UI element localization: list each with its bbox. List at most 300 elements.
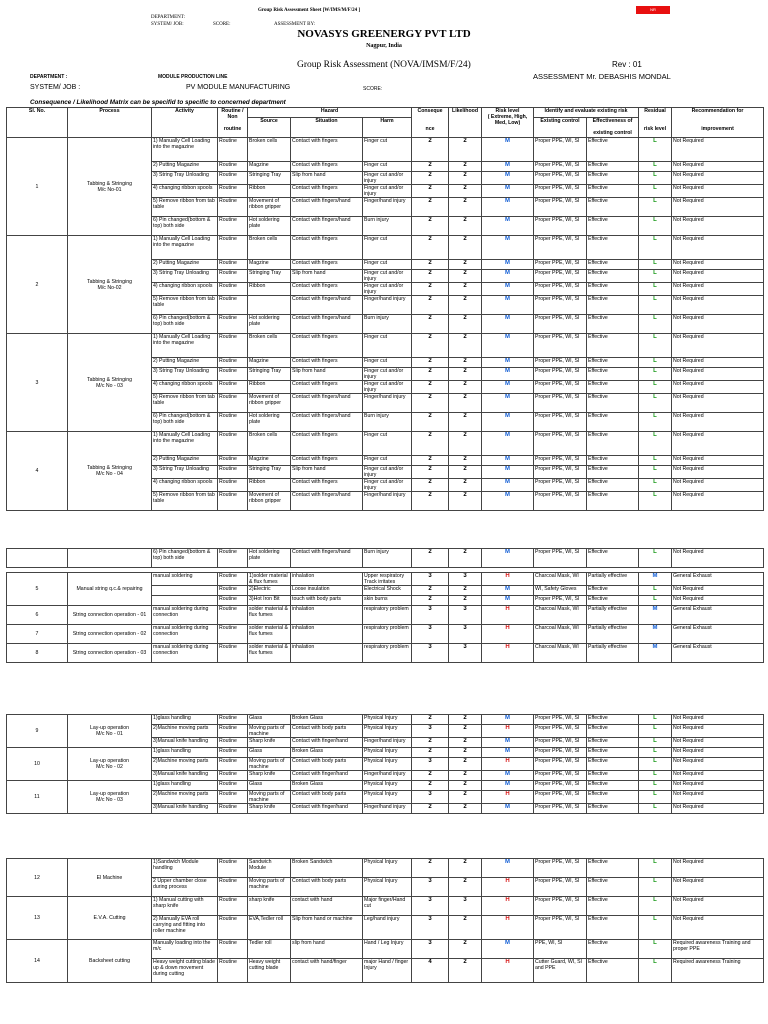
source: Magzine xyxy=(248,260,291,270)
risk-level: M xyxy=(482,859,534,878)
existing-control: Proper PPE, WI, SI xyxy=(534,198,587,217)
recommendation: Not Required xyxy=(672,549,764,568)
likelihood: 2 xyxy=(449,394,482,413)
routine: Routine xyxy=(218,916,248,940)
risk-level: M xyxy=(482,479,534,492)
routine: Routine xyxy=(218,791,248,804)
situation: Contact with fingers/hand xyxy=(291,394,363,413)
sl-no: 1 xyxy=(7,138,68,236)
harm: Physical Injury xyxy=(363,859,412,878)
existing-control: Proper PPE, WI, SI xyxy=(534,456,587,466)
effectiveness: Effective xyxy=(587,172,639,185)
activity: 1)Sandwich Module handling xyxy=(152,859,218,878)
routine: Routine xyxy=(218,381,248,394)
effectiveness: Effective xyxy=(587,217,639,236)
harm: Finger cut xyxy=(363,162,412,172)
source: Glass xyxy=(248,748,291,758)
harm: Finger cut and/or injury xyxy=(363,270,412,283)
routine: Routine xyxy=(218,596,248,606)
harm: skin burns xyxy=(363,596,412,606)
effectiveness: Effective xyxy=(587,748,639,758)
recommendation: Not Required xyxy=(672,296,764,315)
table-row xyxy=(7,138,764,162)
situation: Slip from hand xyxy=(291,172,363,185)
process: Tabbing & Stringing M/c No - 04 xyxy=(68,432,152,511)
source: Hot soldering plate xyxy=(248,217,291,236)
matrix-note: Consequence / Likelihood Matrix can be specifid to specific to concerned department xyxy=(30,99,286,106)
likelihood: 2 xyxy=(449,198,482,217)
routine: Routine xyxy=(218,296,248,315)
routine: Routine xyxy=(218,725,248,738)
risk-level: H xyxy=(482,959,534,983)
situation: inhalation xyxy=(291,644,363,663)
routine: Routine xyxy=(218,479,248,492)
activity xyxy=(152,586,218,596)
recommendation: Not Required xyxy=(672,456,764,466)
residual: L xyxy=(639,236,672,260)
recommendation: Not Required xyxy=(672,596,764,606)
effectiveness: Effective xyxy=(587,586,639,596)
recommendation: Not Required xyxy=(672,260,764,270)
source: Hot soldering plate xyxy=(248,549,291,568)
table-row xyxy=(7,606,764,625)
recommendation: General Exhaust xyxy=(672,606,764,625)
recommendation: Not Required xyxy=(672,804,764,814)
score-row-label: SCORE: xyxy=(363,86,383,92)
col-effectiveness: Effectiveness of existing control xyxy=(587,118,639,138)
recommendation: Not Required xyxy=(672,466,764,479)
assessor: ASSESSMENT Mr. DEBASHIS MONDAL xyxy=(533,72,671,81)
activity: 6) Pin changed(bottom & top) both side xyxy=(152,549,218,568)
harm: Finger/hand injury xyxy=(363,296,412,315)
routine: Routine xyxy=(218,715,248,725)
risk-level: H xyxy=(482,725,534,738)
sl-no: 5 xyxy=(7,573,68,606)
existing-control: Proper PPE, WI, SI xyxy=(534,549,587,568)
harm: Finger/hand injury xyxy=(363,198,412,217)
risk-level: M xyxy=(482,217,534,236)
activity: 2) Putting Magazine xyxy=(152,358,218,368)
process: El Machine xyxy=(68,859,152,897)
effectiveness: Effective xyxy=(587,466,639,479)
existing-control: Proper PPE, WI, SI xyxy=(534,492,587,511)
consequence: 3 xyxy=(412,878,449,897)
risk-level: M xyxy=(482,549,534,568)
process: Lay-up operation M/c No - 01 xyxy=(68,715,152,748)
activity: 1)glass handling xyxy=(152,781,218,791)
effectiveness: Effective xyxy=(587,315,639,334)
system-job-row-label: SYSTEM/ JOB : xyxy=(30,84,81,91)
likelihood: 2 xyxy=(449,432,482,456)
residual: L xyxy=(639,138,672,162)
system-job-label: SYSTEM/ JOB: xyxy=(151,22,184,27)
residual: M xyxy=(639,625,672,644)
risk-level: M xyxy=(482,456,534,466)
risk-level: M xyxy=(482,596,534,606)
activity: 4) changing ribbon spools xyxy=(152,283,218,296)
likelihood: 2 xyxy=(449,334,482,358)
company-name: NOVASYS GREENERGY PVT LTD xyxy=(297,28,471,40)
table-row xyxy=(7,644,764,663)
activity: 5) Remove ribbon from tab table xyxy=(152,296,218,315)
routine: Routine xyxy=(218,368,248,381)
likelihood: 2 xyxy=(449,492,482,511)
harm: Burn injury xyxy=(363,315,412,334)
existing-control: Proper PPE, WI, SI xyxy=(534,738,587,748)
likelihood: 2 xyxy=(449,315,482,334)
risk-level: M xyxy=(482,315,534,334)
situation: Contact with fingers xyxy=(291,334,363,358)
table-row xyxy=(7,781,764,791)
source: Hot soldering plate xyxy=(248,315,291,334)
recommendation: Not Required xyxy=(672,381,764,394)
effectiveness: Effective xyxy=(587,296,639,315)
residual: L xyxy=(639,859,672,878)
situation: Contact with fingers xyxy=(291,381,363,394)
likelihood: 2 xyxy=(449,358,482,368)
effectiveness: Effective xyxy=(587,916,639,940)
likelihood: 2 xyxy=(449,185,482,198)
col-consequence: Conseque nce xyxy=(412,108,449,138)
existing-control: Proper PPE, WI, SI xyxy=(534,897,587,916)
activity: 5) Remove ribbon from tab table xyxy=(152,394,218,413)
routine: Routine xyxy=(218,549,248,568)
existing-control: Proper PPE, WI, SI xyxy=(534,138,587,162)
residual: L xyxy=(639,804,672,814)
situation: Contact with body parts xyxy=(291,791,363,804)
recommendation: Not Required xyxy=(672,771,764,781)
recommendation: General Exhaust xyxy=(672,625,764,644)
department-label: DEPARTMENT: xyxy=(151,15,185,20)
source: Movement of ribbon gripper xyxy=(248,198,291,217)
existing-control: Proper PPE, WI, SI xyxy=(534,791,587,804)
process: String connection operation - 03 xyxy=(68,644,152,663)
existing-control: Proper PPE, WI, SI xyxy=(534,758,587,771)
process: Backsheet cutting xyxy=(68,940,152,983)
activity: manual soldering during connection xyxy=(152,644,218,663)
harm: Physical Injury xyxy=(363,725,412,738)
source: sharp knife xyxy=(248,897,291,916)
likelihood: 3 xyxy=(449,625,482,644)
likelihood: 2 xyxy=(449,859,482,878)
existing-control: Proper PPE, WI, SI xyxy=(534,162,587,172)
situation: Broken Glass xyxy=(291,748,363,758)
situation: Broken Sandwich xyxy=(291,859,363,878)
consequence: 2 xyxy=(412,172,449,185)
recommendation: Not Required xyxy=(672,270,764,283)
routine: Routine xyxy=(218,394,248,413)
residual: L xyxy=(639,381,672,394)
harm: Major finger/Hand cut xyxy=(363,897,412,916)
harm: Physical Injury xyxy=(363,791,412,804)
recommendation: Not Required xyxy=(672,715,764,725)
likelihood: 2 xyxy=(449,878,482,897)
effectiveness: Partially effective xyxy=(587,644,639,663)
table-row xyxy=(7,625,764,644)
residual: L xyxy=(639,738,672,748)
source: 3)Hot Iron Bit xyxy=(248,596,291,606)
recommendation: Not Required xyxy=(672,198,764,217)
likelihood: 2 xyxy=(449,162,482,172)
risk-level: M xyxy=(482,162,534,172)
situation: Contact with fingers/hand xyxy=(291,413,363,432)
existing-control: Proper PPE, WI, SI xyxy=(534,804,587,814)
situation: Slip from hand xyxy=(291,368,363,381)
table-row xyxy=(7,549,764,568)
existing-control: Charcoal Mask, WI xyxy=(534,644,587,663)
risk-level: M xyxy=(482,368,534,381)
consequence: 2 xyxy=(412,162,449,172)
col-residual: Residual risk level xyxy=(639,108,672,138)
residual: L xyxy=(639,334,672,358)
consequence: 3 xyxy=(412,625,449,644)
table-row xyxy=(7,236,764,260)
harm: Physical Injury xyxy=(363,878,412,897)
likelihood: 2 xyxy=(449,413,482,432)
residual: L xyxy=(639,479,672,492)
pv-module: PV MODULE MANUFACTURING xyxy=(186,84,291,91)
source: Moving parts of machine xyxy=(248,725,291,738)
residual: L xyxy=(639,432,672,456)
effectiveness: Effective xyxy=(587,596,639,606)
harm: Finger cut xyxy=(363,236,412,260)
consequence: 3 xyxy=(412,573,449,586)
risk-level: M xyxy=(482,283,534,296)
risk-level: M xyxy=(482,492,534,511)
source: Sharp knife xyxy=(248,804,291,814)
risk-table-4 xyxy=(6,714,764,814)
source: Magzine xyxy=(248,358,291,368)
consequence: 2 xyxy=(412,270,449,283)
harm: Physical Injury xyxy=(363,781,412,791)
routine: Routine xyxy=(218,270,248,283)
likelihood: 2 xyxy=(449,916,482,940)
process: String connection operation - 02 xyxy=(68,625,152,644)
risk-level: M xyxy=(482,296,534,315)
residual: L xyxy=(639,394,672,413)
existing-control: Charcoal Mask, WI xyxy=(534,573,587,586)
residual: L xyxy=(639,771,672,781)
source: Stringing Tray xyxy=(248,172,291,185)
process xyxy=(68,549,152,568)
residual: L xyxy=(639,283,672,296)
recommendation: Not Required xyxy=(672,432,764,456)
routine: Routine xyxy=(218,897,248,916)
effectiveness: Effective xyxy=(587,358,639,368)
effectiveness: Effective xyxy=(587,456,639,466)
situation: Contact with fingers xyxy=(291,479,363,492)
consequence: 2 xyxy=(412,738,449,748)
effectiveness: Partially effective xyxy=(587,606,639,625)
situation: contact with hand/finger xyxy=(291,959,363,983)
process: String connection operation - 01 xyxy=(68,606,152,625)
activity: 3)Manual knife handling xyxy=(152,738,218,748)
consequence: 2 xyxy=(412,715,449,725)
existing-control: Proper PPE, WI, SI xyxy=(534,368,587,381)
table-row xyxy=(7,940,764,959)
residual: L xyxy=(639,940,672,959)
effectiveness: Effective xyxy=(587,791,639,804)
risk-level: H xyxy=(482,916,534,940)
recommendation: Not Required xyxy=(672,394,764,413)
routine: Routine xyxy=(218,466,248,479)
source: Magzine xyxy=(248,162,291,172)
consequence: 2 xyxy=(412,859,449,878)
routine: Routine xyxy=(218,586,248,596)
col-risk-level: Risk level ( Extreme, High, Med, Low) xyxy=(482,108,534,138)
sl-no: 3 xyxy=(7,334,68,432)
recommendation: Not Required xyxy=(672,791,764,804)
recommendation: General Exhaust xyxy=(672,573,764,586)
activity: 2)Machine moving parts xyxy=(152,725,218,738)
likelihood: 2 xyxy=(449,270,482,283)
situation: Contact with fingers/hand xyxy=(291,315,363,334)
likelihood: 3 xyxy=(449,606,482,625)
recommendation: Not Required xyxy=(672,586,764,596)
activity: 3) String Tray Unloading xyxy=(152,270,218,283)
existing-control: Proper PPE, WI, SI xyxy=(534,466,587,479)
harm: Finger/hand injury xyxy=(363,394,412,413)
activity: 1)glass handling xyxy=(152,715,218,725)
revision: Rev : 01 xyxy=(612,60,642,69)
sl-no: 11 xyxy=(7,781,68,814)
source: Glass xyxy=(248,715,291,725)
process: Tabbing & Stringing M/c No-01 xyxy=(68,138,152,236)
effectiveness: Effective xyxy=(587,479,639,492)
routine: Routine xyxy=(218,804,248,814)
situation: Contact with finger/hand xyxy=(291,738,363,748)
source: Ribbon xyxy=(248,479,291,492)
recommendation: Not Required xyxy=(672,172,764,185)
recommendation: Not Required xyxy=(672,185,764,198)
harm: Finger cut and/or injury xyxy=(363,185,412,198)
consequence: 3 xyxy=(412,725,449,738)
source: Broken cells xyxy=(248,432,291,456)
consequence: 2 xyxy=(412,236,449,260)
consequence: 2 xyxy=(412,492,449,511)
col-sl: Sl. No. xyxy=(7,108,68,138)
effectiveness: Effective xyxy=(587,432,639,456)
existing-control: Proper PPE, WI, SI xyxy=(534,270,587,283)
table-row xyxy=(7,334,764,358)
existing-control: Proper PPE, WI, SI xyxy=(534,771,587,781)
effectiveness: Effective xyxy=(587,781,639,791)
residual: L xyxy=(639,358,672,368)
harm: Physical Injury xyxy=(363,715,412,725)
likelihood: 2 xyxy=(449,738,482,748)
activity: 2)Machine moving parts xyxy=(152,791,218,804)
consequence: 3 xyxy=(412,940,449,959)
col-activity: Activity xyxy=(152,108,218,138)
existing-control: Proper PPE, WI, SI xyxy=(534,479,587,492)
source: Moving parts of machine xyxy=(248,791,291,804)
activity: 4) changing ribbon spools xyxy=(152,381,218,394)
consequence: 2 xyxy=(412,748,449,758)
residual: L xyxy=(639,456,672,466)
residual: L xyxy=(639,748,672,758)
consequence: 2 xyxy=(412,315,449,334)
likelihood: 2 xyxy=(449,725,482,738)
routine: Routine xyxy=(218,315,248,334)
source: Sandwich Module xyxy=(248,859,291,878)
residual: L xyxy=(639,549,672,568)
residual: L xyxy=(639,897,672,916)
recommendation: Not Required xyxy=(672,781,764,791)
consequence: 2 xyxy=(412,198,449,217)
process: Tabbing & Stringing M/c No-02 xyxy=(68,236,152,334)
residual: L xyxy=(639,758,672,771)
risk-level: H xyxy=(482,758,534,771)
consequence: 2 xyxy=(412,260,449,270)
col-routine: Routine / Non routine xyxy=(218,108,248,138)
situation: Contact with body parts xyxy=(291,878,363,897)
col-hazard: Hazard xyxy=(248,108,412,118)
risk-level: M xyxy=(482,771,534,781)
risk-table-2 xyxy=(6,548,764,568)
sl-no: 8 xyxy=(7,644,68,663)
activity: 6) Pin changed(bottom & top) both side xyxy=(152,315,218,334)
existing-control: Proper PPE, WI, SI xyxy=(534,283,587,296)
situation: inhalation xyxy=(291,573,363,586)
harm: Burn injury xyxy=(363,549,412,568)
activity: 2) Putting Magazine xyxy=(152,456,218,466)
harm: Leg/hand injury xyxy=(363,916,412,940)
source: EVA,Tedler roll xyxy=(248,916,291,940)
residual: L xyxy=(639,492,672,511)
consequence: 3 xyxy=(412,791,449,804)
likelihood: 2 xyxy=(449,172,482,185)
situation: inhalation xyxy=(291,625,363,644)
activity: 1) Manually Cell Loading into the magazine xyxy=(152,432,218,456)
residual: L xyxy=(639,791,672,804)
source: Stringing Tray xyxy=(248,466,291,479)
effectiveness: Effective xyxy=(587,394,639,413)
situation: Contact with body parts xyxy=(291,758,363,771)
effectiveness: Partially effective xyxy=(587,573,639,586)
risk-level: M xyxy=(482,781,534,791)
harm: respiratory problem xyxy=(363,644,412,663)
likelihood: 2 xyxy=(449,959,482,983)
routine: Routine xyxy=(218,162,248,172)
residual: L xyxy=(639,781,672,791)
table-row xyxy=(7,432,764,456)
residual: L xyxy=(639,315,672,334)
existing-control: Proper PPE, WI, SI xyxy=(534,185,587,198)
consequence: 3 xyxy=(412,606,449,625)
recommendation: Not Required xyxy=(672,738,764,748)
existing-control: Proper PPE, WI, SI xyxy=(534,748,587,758)
activity: manual soldering during connection xyxy=(152,625,218,644)
consequence: 2 xyxy=(412,394,449,413)
routine: Routine xyxy=(218,358,248,368)
consequence: 2 xyxy=(412,466,449,479)
effectiveness: Effective xyxy=(587,859,639,878)
source: Stringing Tray xyxy=(248,368,291,381)
effectiveness: Effective xyxy=(587,270,639,283)
risk-level: M xyxy=(482,586,534,596)
effectiveness: Effective xyxy=(587,725,639,738)
consequence: 2 xyxy=(412,138,449,162)
situation: Contact with fingers/hand xyxy=(291,492,363,511)
activity: 4) changing ribbon spools xyxy=(152,185,218,198)
existing-control: Proper PPE, WI, SI xyxy=(534,878,587,897)
effectiveness: Effective xyxy=(587,758,639,771)
existing-control: Charcoal Mask, WI xyxy=(534,606,587,625)
consequence: 2 xyxy=(412,549,449,568)
harm: Finger cut and/or injury xyxy=(363,172,412,185)
col-harm: Harm xyxy=(363,118,412,138)
activity: Heavy weight cutting blade up & down movement during cutting xyxy=(152,959,218,983)
